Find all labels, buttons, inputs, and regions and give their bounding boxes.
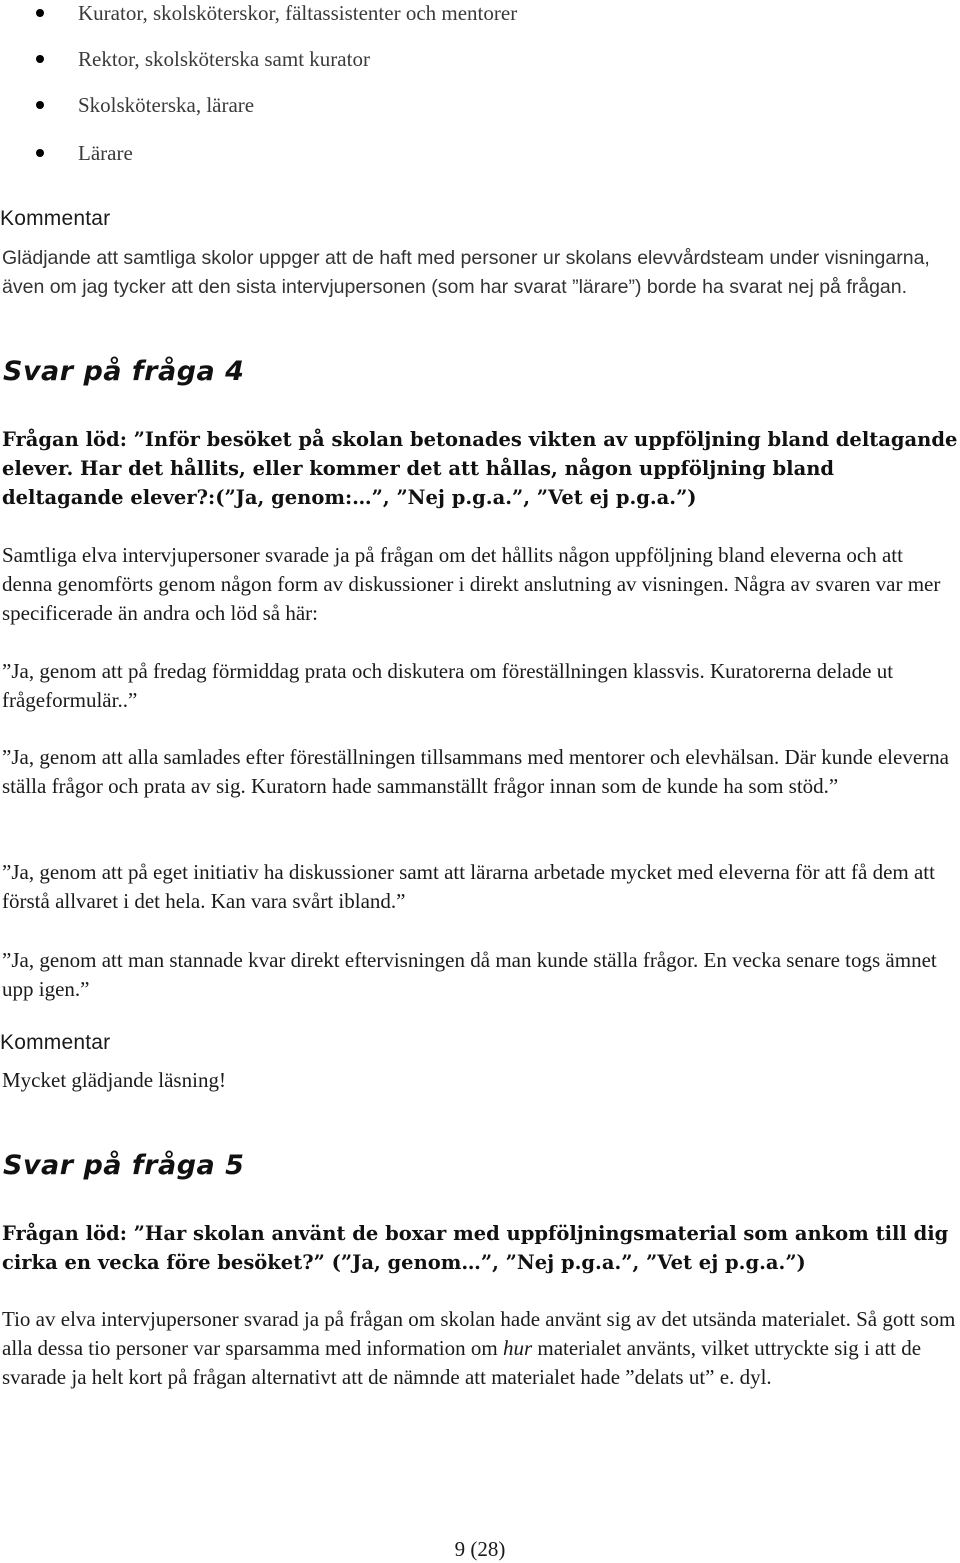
comment-heading: Kommentar: [0, 1031, 111, 1054]
bullet-icon: [36, 55, 44, 63]
list-item-text: Skolsköterska, lärare: [78, 93, 255, 117]
section-heading-q5: Svar på fråga 5: [3, 1150, 245, 1181]
bullet-icon: [36, 149, 44, 157]
answer-text-part: materialet använts, vilket uttryckte sig i att de svarade ja helt kort på frågan alternativt att de nämnde att materialet hade ”delats ut” e. dyl.: [2, 1336, 922, 1389]
quote-item: ”Ja, genom att alla samlades efter föreställningen tillsammans med mentorer och elevhälsan. Där kunde eleverna ställa frågor och prata av sig. Kuratorn hade sammanställt frågor innan som de kunde ha som stöd.”: [2, 745, 949, 798]
list-item: [0, 92, 960, 118]
answer-text-part: Tio av elva intervjupersoner svarad ja på frågan om skolan hade använt sig av det utsända materialet. Så gott som alla dessa tio personer var sparsamma med information om: [2, 1307, 956, 1360]
comment-text: Glädjande att samtliga skolor uppger att de haft med personer ur skolans elevvårdsteam under visningarna, även om jag tycker att den sista intervjupersonen (som har svarat ”lärare”) borde ha svarat nej på frågan.: [2, 247, 930, 298]
quote-item: ”Ja, genom att på fredag förmiddag prata och diskutera om föreställningen klassvis. Kuratorerna delade ut frågeformulär..”: [2, 659, 894, 712]
comment-text: Mycket glädjande läsning!: [2, 1068, 226, 1092]
page-number: 9 (28): [454, 1537, 506, 1561]
bullet-icon: [36, 101, 44, 109]
list-item: [0, 140, 960, 166]
list-item-text: Rektor, skolsköterska samt kurator: [78, 47, 370, 71]
answer-text-q4: Samtliga elva intervjupersoner svarade ja på frågan om det hållits någon uppföljning bland eleverna och att denna genomförts genom någon form av diskussioner i direkt anslutning av visningen. Några av svaren var mer specificerade än andra och löd så här:: [2, 543, 941, 625]
section-heading-q4: Svar på fråga 4: [3, 356, 245, 387]
answer-text-q5: [2, 1305, 958, 1392]
comment-heading: Kommentar: [0, 207, 111, 230]
list-item: [0, 46, 960, 72]
question-text-q4: Frågan löd: ”Inför besöket på skolan betonades vikten av uppföljning bland deltagande elever. Har det hållits, eller kommer det att hållas, någon uppföljning bland deltagande elever?:(”Ja, genom:…”, ”Nej p.g.a.”, ”Vet ej p.g.a.”): [2, 428, 958, 509]
list-item-text: Kurator, skolsköterskor, fältassistenter och mentorer: [78, 1, 518, 25]
question-text-q5: Frågan löd: ”Har skolan använt de boxar med uppföljningsmaterial som ankom till dig cirka en vecka före besöket?” (”Ja, genom…”, ”Nej p.g.a.”, ”Vet ej p.g.a.”): [2, 1222, 949, 1274]
bullet-icon: [36, 9, 44, 17]
answer-emphasis: hur: [502, 1336, 533, 1360]
list-item-text: Lärare: [78, 141, 133, 165]
quote-item: ”Ja, genom att man stannade kvar direkt eftervisningen då man kunde ställa frågor. En vecka senare togs ämnet upp igen.”: [2, 948, 937, 1001]
quote-item: ”Ja, genom att på eget initiativ ha diskussioner samt att lärarna arbetade mycket med eleverna för att få dem att förstå allvaret i det hela. Kan vara svårt ibland.”: [2, 860, 935, 913]
list-item: [0, 0, 960, 26]
